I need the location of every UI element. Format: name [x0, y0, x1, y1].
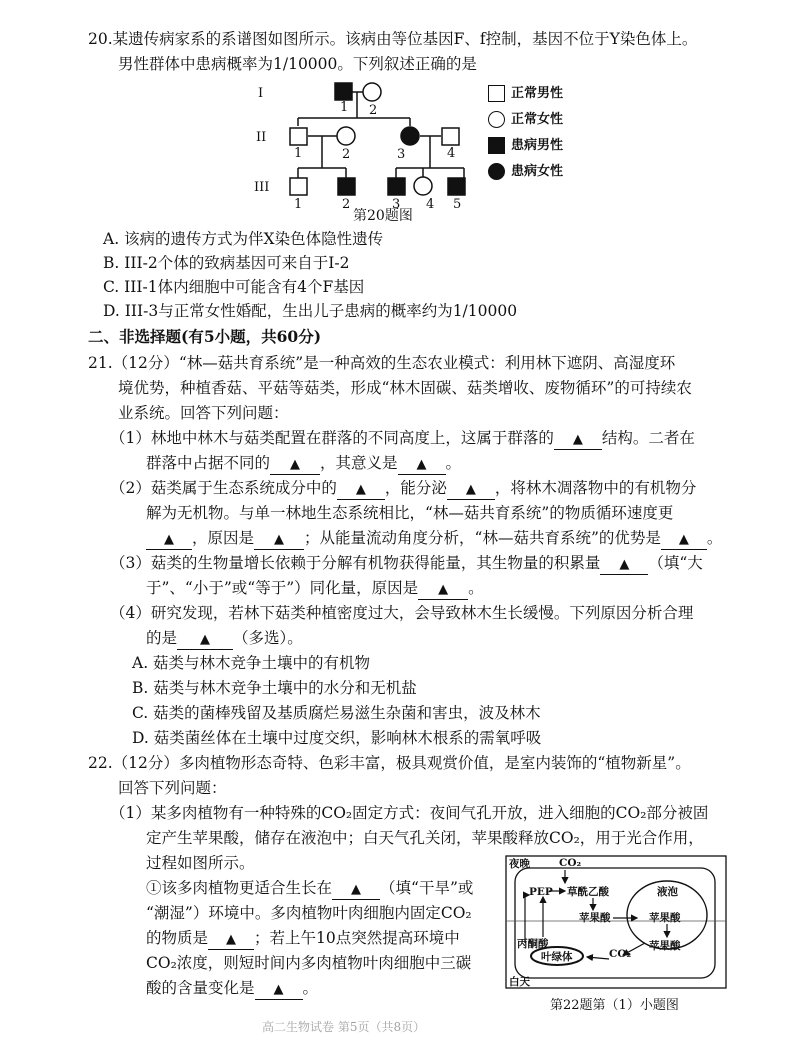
blank-mark: ▲	[619, 557, 630, 572]
answer-blank[interactable]	[255, 979, 303, 1000]
answer-blank[interactable]	[332, 879, 380, 900]
legend-label: 患病女性	[511, 164, 564, 179]
q21-stem-line3: 业系统。回答下列问题：	[118, 404, 289, 422]
ind-label: 1	[294, 146, 303, 161]
answer-blank[interactable]	[600, 554, 648, 575]
q22-sub1-line3	[146, 927, 460, 950]
pedigree-II4	[442, 128, 459, 145]
ind-label: 1	[294, 197, 303, 212]
text: （填“干旱”或	[380, 879, 474, 897]
blank-mark: ▲	[273, 982, 284, 997]
blank-mark: ▲	[416, 457, 427, 472]
answer-blank[interactable]	[447, 479, 495, 500]
q21-option-a: A. 菇类与林木竞争土壤中的有机物	[132, 654, 371, 672]
blank-mark: ▲	[465, 482, 476, 497]
day-label: 白天	[509, 976, 530, 988]
text: （1）林地中林木与菇类配置在群落的不同高度上，这属于群落的	[110, 429, 554, 447]
blank-mark: ▲	[164, 532, 174, 547]
q20-figure-caption: 第20题图	[353, 208, 413, 224]
q21-part2-line2: 解为无机物。与单一林地生态系统相比，“林—菇共育系统”的物质循环速度更	[146, 504, 674, 522]
co2-bottom-label: CO₂	[609, 948, 632, 960]
text: （填“大	[648, 554, 703, 572]
q21-stem-line2: 境优势，种植香菇、平菇等菇类，形成“林木固碳、菇类增收、废物循环”的可持续农	[118, 379, 692, 397]
text: 于”、“小于”或“等于”）同化量，原因是	[146, 579, 419, 597]
blank-mark: ▲	[351, 882, 362, 897]
pedigree-diagram	[250, 78, 480, 213]
answer-blank[interactable]	[418, 579, 468, 600]
q21-part1-line2	[146, 452, 461, 475]
legend-label: 正常女性	[511, 112, 564, 127]
ind-label: 1	[340, 100, 349, 115]
text: 。	[445, 454, 462, 472]
q21-option-c: C. 菇类的菌棒残留及基质腐烂易滋生杂菌和害虫，波及林木	[132, 704, 541, 722]
section-heading: 二、非选择题(有5小题，共60分)	[88, 327, 322, 346]
q21-part3-line1	[110, 552, 703, 575]
pedigree-II2	[337, 127, 355, 145]
co2-label: CO₂	[559, 857, 582, 869]
q22-part1-line3: 过程如图所示。	[146, 854, 255, 872]
night-label: 夜晚	[509, 858, 530, 870]
answer-blank[interactable]	[398, 454, 446, 475]
blank-mark: ▲	[438, 582, 449, 597]
q21-option-d: D. 菇类菌丝体在土壤中过度交织，影响林木根系的需氧呼吸	[132, 729, 542, 747]
answer-blank[interactable]	[254, 529, 304, 550]
text: 。	[302, 979, 319, 997]
legend-label: 患病男性	[511, 138, 564, 153]
answer-blank[interactable]	[554, 429, 602, 450]
gen-label-I: I	[258, 86, 264, 101]
answer-blank[interactable]	[661, 529, 707, 550]
blank-mark: ▲	[226, 932, 237, 947]
text: ，其意义是	[320, 454, 398, 472]
affected-female-symbol	[488, 163, 505, 180]
pedigree-II1	[290, 128, 307, 145]
normal-male-symbol	[488, 85, 505, 102]
q21-part3-line2	[146, 577, 484, 600]
malate-label: 苹果酸	[579, 912, 611, 924]
blank-mark: ▲	[678, 532, 689, 547]
q21-part4-line1: （4）研究发现，若林下菇类种植密度过大，会导致林木生长缓慢。下列原因分析合理	[110, 604, 694, 622]
pyruvate-label: 丙酮酸	[517, 938, 549, 950]
blank-mark: ▲	[274, 532, 285, 547]
ind-label: 3	[392, 197, 401, 212]
gen-label-III: III	[254, 180, 270, 195]
q22-part1-line2: 定产生苹果酸，储存在液泡中；白天气孔关闭，苹果酸释放CO₂，用于光合作用，	[146, 829, 704, 847]
text: ，原因是	[192, 529, 255, 547]
blank-mark: ▲	[290, 457, 301, 472]
pep-label: PEP	[529, 886, 553, 898]
q21-option-b: B. 菇类与林木竞争土壤中的水分和无机盐	[132, 679, 417, 697]
pedigree-III1	[290, 178, 307, 195]
q22-stem-line1: 22.（12分）多肉植物形态奇特、色彩丰富，极具观赏价值，是室内装饰的“植物新星”。	[88, 754, 691, 772]
answer-blank[interactable]	[270, 454, 320, 475]
normal-female-symbol	[488, 111, 505, 128]
text: 。	[706, 529, 723, 547]
text: ；从能量流动角度分析，“林—菇共育系统”的优势是	[304, 529, 661, 547]
q22-figure-caption: 第22题第（1）小题图	[550, 998, 679, 1013]
cell-outline	[506, 856, 726, 988]
answer-blank[interactable]	[177, 629, 233, 650]
text: 的物质是	[146, 929, 209, 947]
pedigree-III2	[338, 178, 355, 195]
text: （多选）。	[233, 629, 303, 647]
text: 酸的含量变化是	[146, 979, 255, 997]
q21-part4-line2	[146, 627, 303, 650]
ind-label: 5	[453, 197, 462, 212]
q21-part2-line3	[146, 527, 722, 550]
text: ；若上午10点突然提高环境中	[254, 929, 460, 947]
q20-stem-line1: 20.某遗传病家系的系谱图如图所示。该病由等位基因F、f控制，基因不位于Y染色体上。	[88, 30, 698, 48]
q22-sub1-line5	[146, 977, 318, 1000]
text: ，将林木凋落物中的有机物分	[494, 479, 697, 497]
text: 。	[468, 579, 484, 597]
pedigree-I1	[335, 83, 352, 100]
answer-blank[interactable]	[146, 529, 192, 550]
text: ，能分泌	[384, 479, 447, 497]
oaa-label: 草酰乙酸	[567, 886, 609, 898]
q20-stem-line2: 男性群体中患病概率为1/10000。下列叙述正确的是	[118, 55, 477, 73]
pedigree-I2	[363, 83, 381, 101]
q22-sub1-line4: CO₂浓度，则短时间内多肉植物叶肉细胞中三碳	[146, 954, 472, 972]
text: ①该多肉植物更适合生长在	[146, 879, 333, 897]
blank-mark: ▲	[572, 432, 583, 447]
ind-label: 2	[342, 197, 351, 212]
blank-mark: ▲	[355, 482, 366, 497]
ind-label: 4	[426, 197, 435, 212]
cam-pathway-figure	[505, 855, 727, 990]
q20-option-c: C. III-1体内细胞中可能含有4个F基因	[103, 278, 365, 296]
answer-blank[interactable]	[337, 479, 385, 500]
q21-part1-line1	[110, 427, 695, 450]
malate-vacuole-label: 苹果酸	[649, 912, 681, 924]
q21-stem-line1: 21.（12分）“林—菇共育系统”是一种高效的生态农业模式：利用林下遮阴、高湿度环	[88, 354, 676, 372]
page-footer: 高二生物试卷 第5页（共8页）	[262, 1020, 426, 1034]
ind-label: 2	[342, 147, 351, 162]
ind-label: 2	[369, 103, 378, 118]
pedigree-III3	[388, 178, 405, 195]
pedigree-II3	[401, 127, 419, 145]
q22-sub1-line2: “潮湿”）环境中。多肉植物叶肉细胞内固定CO₂	[146, 904, 472, 922]
q21-part2-line1	[110, 477, 696, 500]
q20-option-d: D. III-3与正常女性婚配，生出儿子患病的概率约为1/10000	[103, 302, 518, 320]
chloroplast-label: 叶绿体	[541, 951, 573, 963]
affected-male-symbol	[488, 137, 505, 154]
text: 群落中占据不同的	[146, 454, 271, 472]
q22-sub1-line1	[146, 877, 473, 900]
text: （3）菇类的生物量增长依赖于分解有机物获得能量，其生物量的积累量	[110, 554, 601, 572]
gen-label-II: II	[256, 130, 267, 145]
legend-label: 正常男性	[511, 86, 564, 101]
ind-label: 3	[397, 147, 406, 162]
ind-label: 4	[447, 146, 456, 161]
pedigree-III4	[414, 177, 432, 195]
q20-option-b: B. III-2个体的致病基因可来自于I-2	[103, 254, 350, 272]
malate-out-label: 苹果酸	[649, 940, 681, 952]
blank-mark: ▲	[200, 632, 211, 647]
q22-part1-line1: （1）某多肉植物有一种特殊的CO₂固定方式：夜间气孔开放，进入细胞的CO₂部分被固	[110, 804, 709, 822]
q20-option-a: A. 该病的遗传方式为伴X染色体隐性遗传	[103, 230, 384, 248]
text: （2）菇类属于生态系统成分中的	[110, 479, 337, 497]
text: 的是	[146, 629, 178, 647]
text: 结构。二者在	[601, 429, 695, 447]
pedigree-III5	[448, 178, 465, 195]
vacuole-label: 液泡	[657, 886, 678, 898]
answer-blank[interactable]	[208, 929, 254, 950]
q22-stem-line2: 回答下列问题：	[118, 779, 227, 797]
